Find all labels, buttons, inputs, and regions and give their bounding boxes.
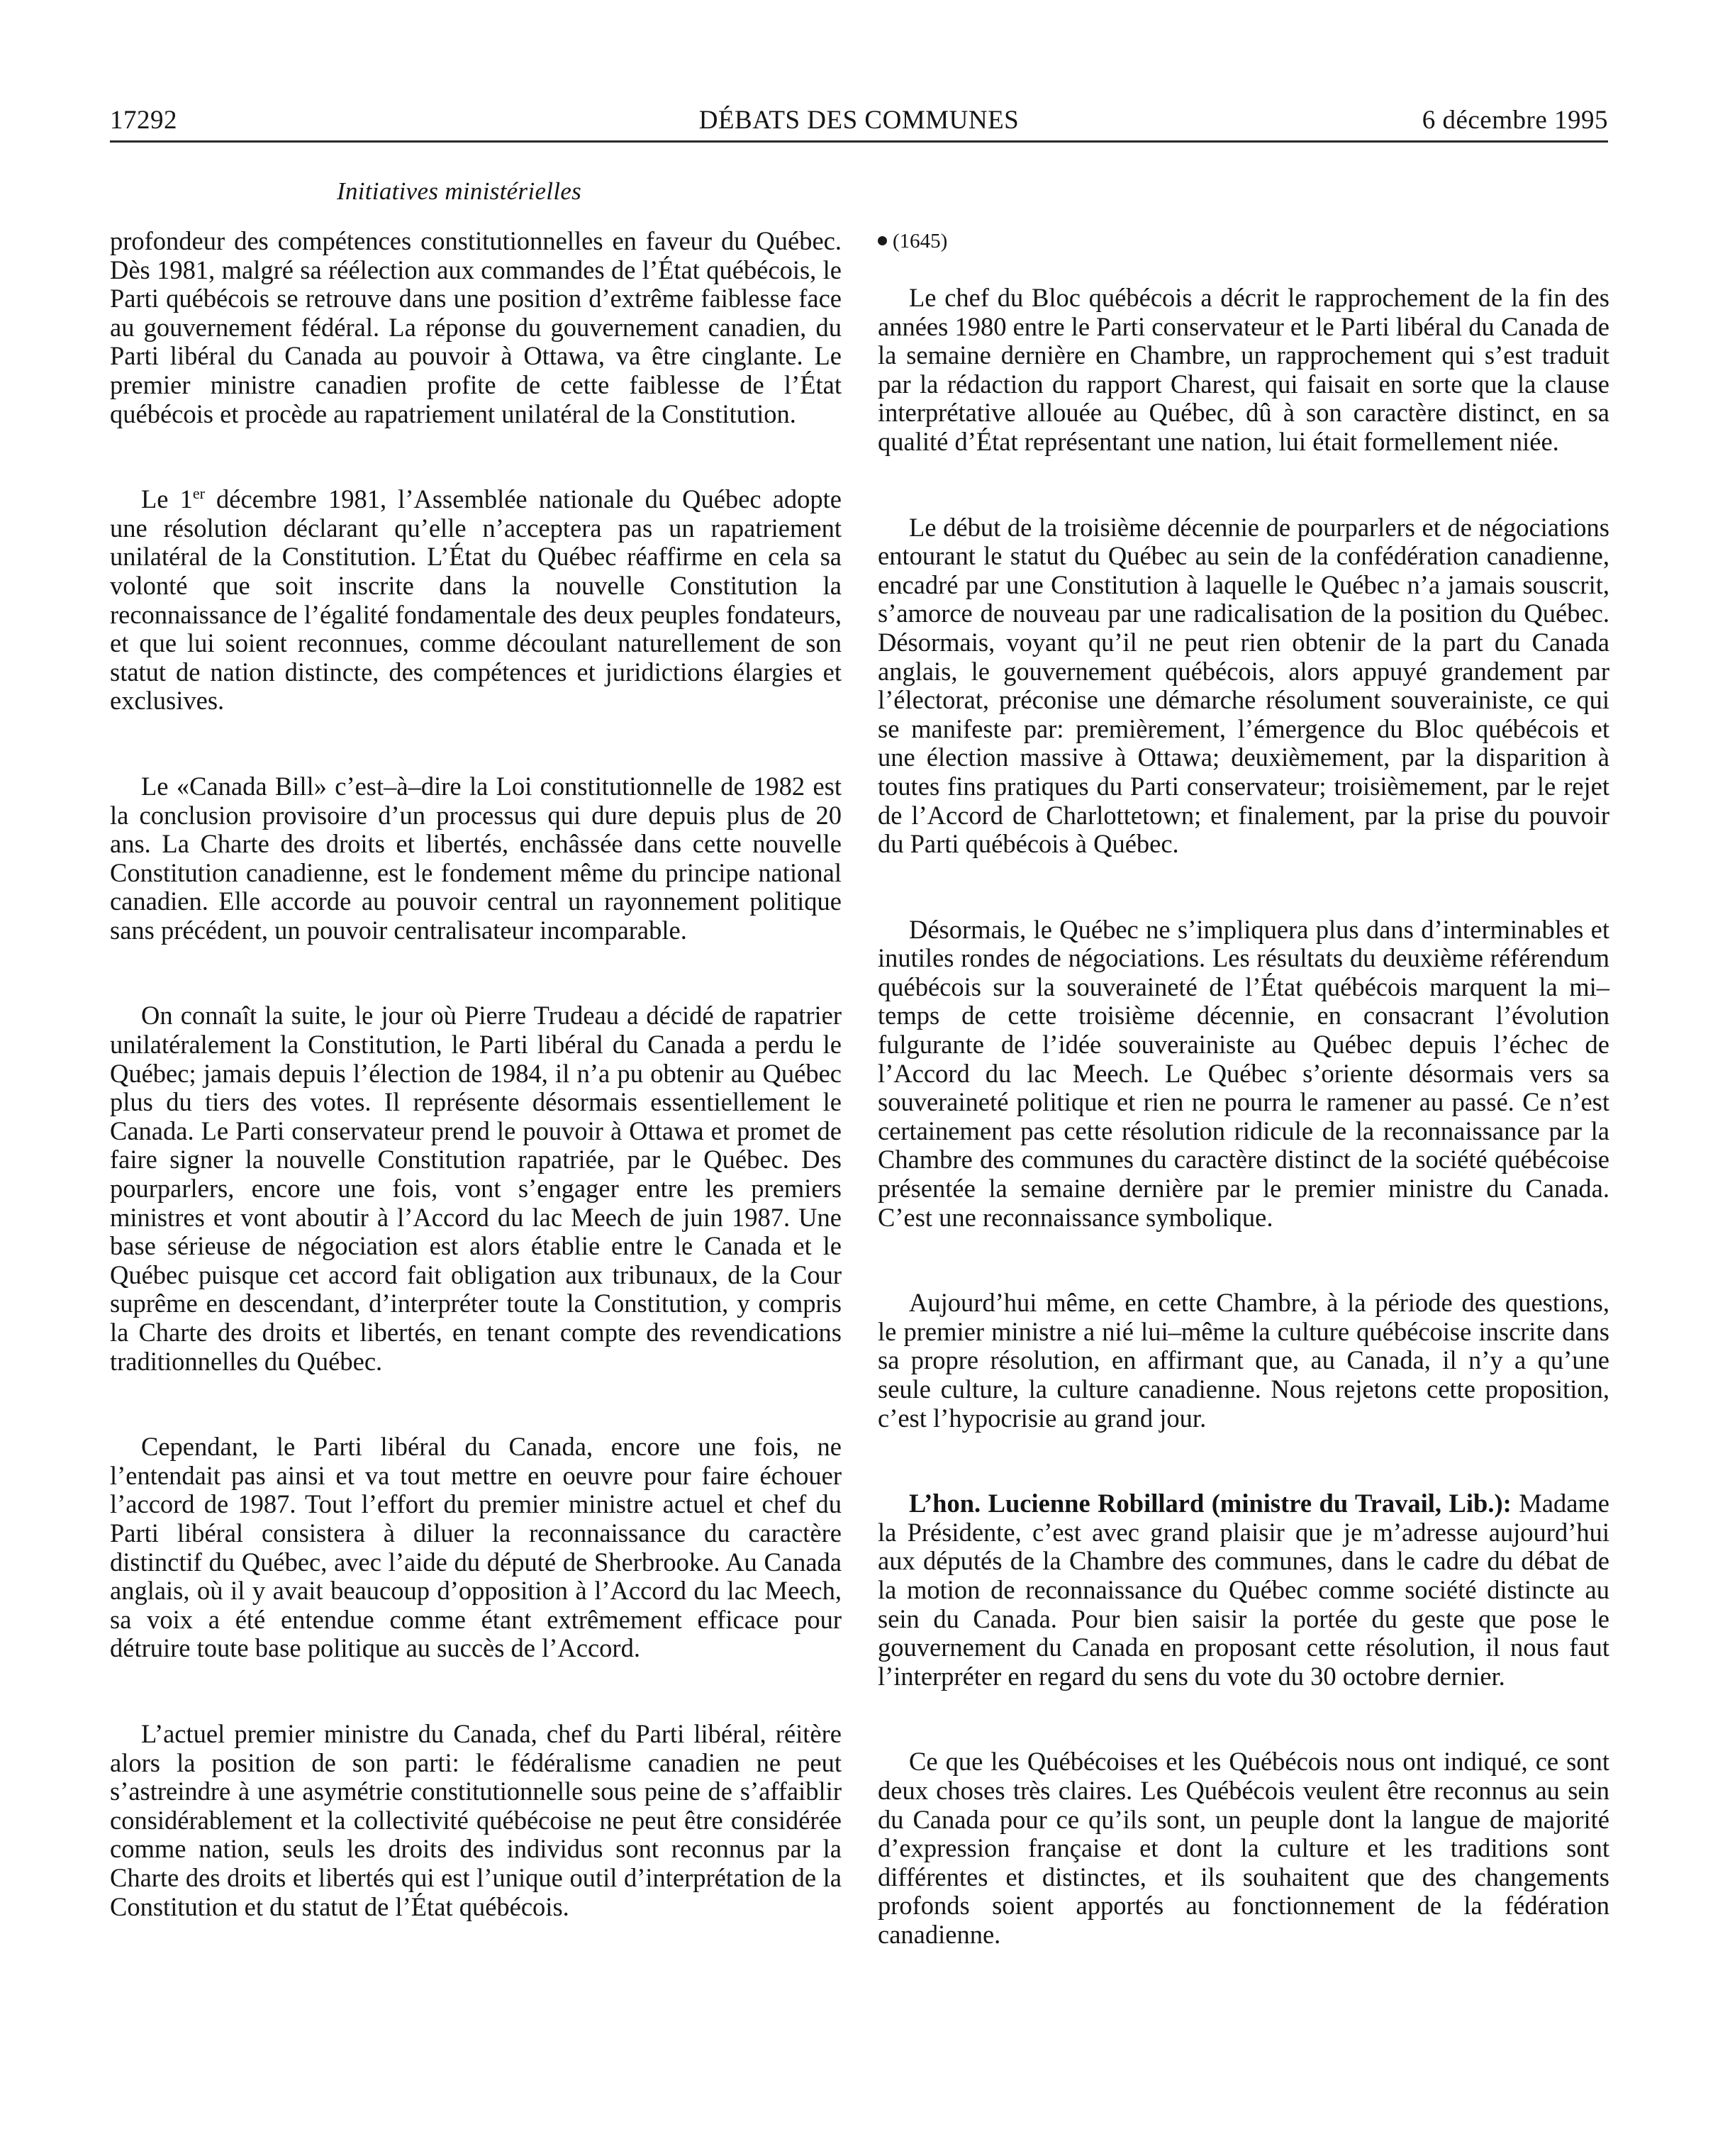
paragraph: profondeur des compétences constitutionnelles en faveur du Québec. Dès 1981, malgré sa réélection aux commandes de l’État québécois, le Parti québécois se retrouve dans une position d’extrême faiblesse face au gouvernement fédéral. La réponse du gouvernement canadien, du Parti libéral du Canada au pouvoir à Ottawa, va être cinglante. Le premier ministre canadien profite de cette faiblesse de l’État québécois et procède au rapatriement unilatéral de la Constitution. bbox=[110, 226, 842, 428]
paragraph: Le chef du Bloc québécois a décrit le rapprochement de la fin des années 1980 entre le Parti conservateur et le Parti libéral du Canada de la semaine dernière en Chambre, un rapprochement qui s’est traduit par la rédaction du rapport Charest, qui faisait en sorte que la clause interprétative allouée au Québec, dû à son caractère distinct, en sa qualité d’État représentant une nation, lui était formellement niée. bbox=[878, 283, 1609, 456]
paragraph-start: Le 1 bbox=[141, 484, 193, 514]
speaker-name: L’hon. Lucienne Robillard (ministre du Travail, Lib.): bbox=[909, 1489, 1512, 1518]
paragraph: Cependant, le Parti libéral du Canada, encore une fois, ne l’entendait pas ainsi et va tout mettre en oeuvre pour faire échouer l’accord de 1987. Tout l’effort du premier ministre actuel et chef du Parti libéral consistera à diluer la reconnaissance du caractère distinctif du Québec, avec l’aide du député de Sherbrooke. Au Canada anglais, où il y avait beaucoup d’opposition à l’Accord du lac Meech, sa voix a été entendue comme étant extrêmement efficace pour détruire toute base politique au succès de l’Accord. bbox=[110, 1432, 842, 1663]
paragraph-text: décembre 1981, l’Assemblée nationale du Québec adopte une résolution déclarant qu’elle n’acceptera pas un rapatriement unilatéral de la Constitution. L’État du Québec réaffirme en cela sa volonté que soit inscrite dans la nouvelle Constitution la reconnaissance de l’égalité fondamentale des deux peuples fondateurs, et que lui soient reconnues, comme découlant naturellement de son statut de nation distincte, des compétences et juridictions élargies et exclusives. bbox=[110, 484, 842, 716]
section-title: Initiatives ministérielles bbox=[337, 177, 582, 205]
paragraph: Désormais, le Québec ne s’impliquera plus dans d’interminables et inutiles rondes de négociations. Les résultats du deuxième référendum québécois sur la souveraineté de l’État québécois marquent la mi–temps de cette troisième décennie, en consacrant l’évolution fulgurante de l’idée souverainiste au Québec depuis l’échec de l’Accord du lac Meech. Le Québec s’oriente désormais vers sa souveraineté politique et rien ne pourra le ramener au passé. Ce n’est certainement pas cette résolution ridicule de la reconnaissance par la Chambre des communes du caractère distinct de la société québécoise présentée la semaine dernière par le premier ministre du Canada. C’est une reconnaissance symbolique. bbox=[878, 914, 1609, 1232]
paragraph-text: Madame la Présidente, c’est avec grand plaisir que je m’adresse aujourd’hui aux députés de la Chambre des communes, dans le cadre du débat de la motion de reconnaissance du Québec comme société distincte au sein du Canada. Pour bien saisir la portée du geste que pose le gouvernement du Canada en proposant cette résolution, il nous faut l’interpréter en regard du sens du vote du 30 octobre dernier. bbox=[878, 1489, 1609, 1691]
paragraph: Le «Canada Bill» c’est–à–dire la Loi constitutionnelle de 1982 est la conclusion provisoire d’un processus qui dure depuis plus de 20 ans. La Charte des droits et libertés, enchâssée dans cette nouvelle Constitution canadienne, est le fondement même du principe national canadien. Elle accorde au pouvoir central un rayonnement politique sans précédent, un pouvoir centralisateur incomparable. bbox=[110, 771, 842, 945]
left-column bbox=[110, 227, 842, 1921]
page-number: 17292 bbox=[110, 106, 177, 135]
paragraph bbox=[110, 485, 842, 716]
timestamp-text: (1645) bbox=[893, 230, 948, 252]
page-header bbox=[110, 104, 1608, 143]
paragraph: On connaît la suite, le jour où Pierre Trudeau a décidé de rapatrier unilatéralement la Constitution, le Parti libéral du Canada a perdu le Québec; jamais depuis l’élection de 1984, il n’a pu obtenir au Québec plus du tiers des votes. Il représente désormais essentiellement le Canada. Le Parti conservateur prend le pouvoir à Ottawa et promet de faire signer la nouvelle Constitution rapatriée, par le Québec. Des pourparlers, encore une fois, vont s’engager entre les premiers ministres et vont aboutir à l’Accord du lac Meech de juin 1987. Une base sérieuse de négociation est alors établie entre le Canada et le Québec puisque cet accord fait obligation aux tribunaux, de la Cour suprême en descendant, d’interpréter toute la Constitution, y compris la Charte des droits et libertés, en tenant compte des revendications traditionnelles du Québec. bbox=[110, 1001, 842, 1376]
paragraph: L’actuel premier ministre du Canada, chef du Parti libéral, réitère alors la position de son parti: le fédéralisme canadien ne peut s’astreindre à une asymétrie constitutionnelle sous peine de s’affaiblir considérablement et la collectivité québécoise ne peut être considérée comme nation, seuls les droits des individus sont reconnus par la Charte des droits et libertés qui est l’unique outil d’interprétation de la Constitution et du statut de l’État québécois. bbox=[110, 1718, 842, 1921]
journal-title: DÉBATS DES COMMUNES bbox=[698, 106, 1020, 135]
right-column bbox=[878, 227, 1609, 1950]
paragraph: Aujourd’hui même, en cette Chambre, à la période des questions, le premier ministre a nié lui–même la culture québécoise inscrite dans sa propre résolution, en affirmant que, au Canada, il n’y a qu’une seule culture, la culture canadienne. Nous rejetons cette proposition, c’est l’hypocrisie au grand jour. bbox=[878, 1288, 1609, 1433]
speech-paragraph bbox=[878, 1489, 1609, 1691]
paragraph: Le début de la troisième décennie de pourparlers et de négociations entourant le statut du Québec au sein de la confédération canadienne, encadré par une Constitution à laquelle le Québec n’a jamais souscrit, s’amorce de nouveau par une radicalisation de la position du Québec. Désormais, voyant qu’il ne peut rien obtenir de la part du Canada anglais, le gouvernement québécois, alors appuyé grandement par l’électorat, préconise une démarche résolument souverainiste, ce qui se manifeste par: premièrement, l’émergence du Bloc québécois et une élection massive à Ottawa; deuxièmement, par la disparition à toutes fins pratiques du Parti conservateur; troisièmement, par le rejet de l’Accord de Charlottetown; et finalement, par la prise du pouvoir du Parti québécois à Québec. bbox=[878, 512, 1609, 859]
paragraph: Ce que les Québécoises et les Québécois nous ont indiqué, ce sont deux choses très claires. Les Québécois veulent être reconnus au sein du Canada pour ce qu’ils sont, un peuple dont la langue de majorité d’expression française et dont la culture et les traditions sont différentes et distinctes, et ils souhaitent que des changements profonds soient apportés au fonctionnement de la fédération canadienne. bbox=[878, 1747, 1609, 1949]
ordinal-superscript: er bbox=[192, 484, 205, 502]
bullet-icon bbox=[878, 236, 887, 245]
date: 6 décembre 1995 bbox=[1422, 106, 1608, 135]
timestamp bbox=[878, 227, 1609, 255]
